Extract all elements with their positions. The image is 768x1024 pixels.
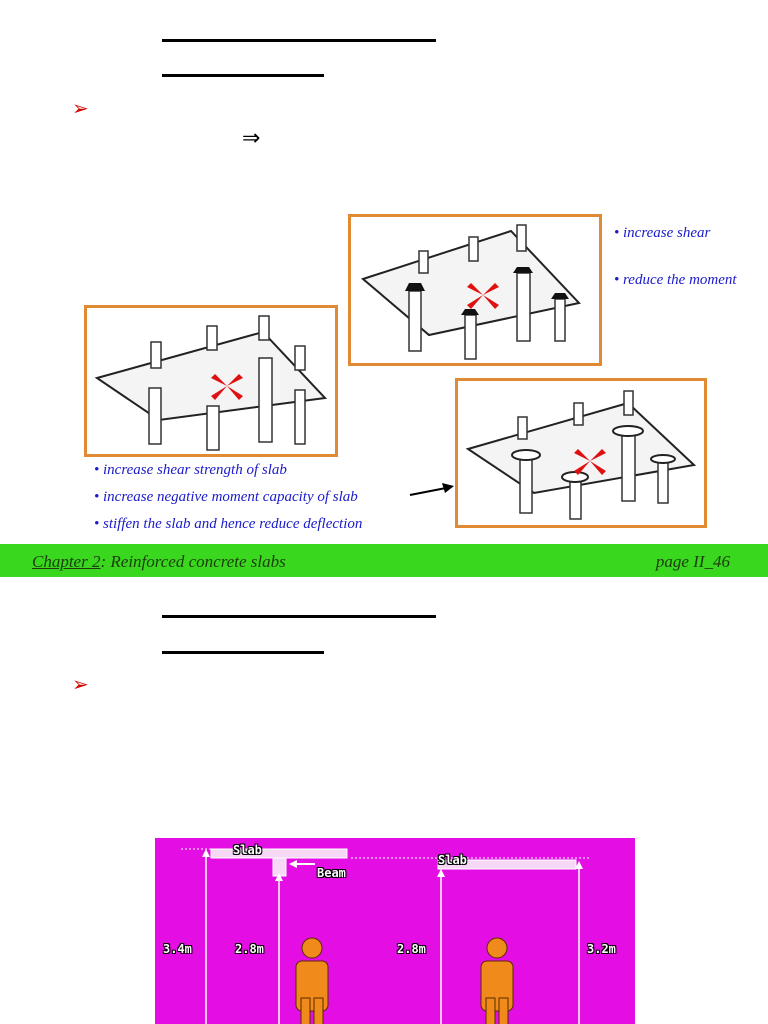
title-underline-long-2 — [162, 615, 436, 618]
person-icon — [481, 938, 513, 1024]
note-increase-shear: • increase shear — [614, 225, 711, 241]
note-reduce-moment: • reduce the moment — [614, 272, 737, 288]
label-slab-right: Slab — [438, 853, 467, 867]
title-underline-short-2 — [162, 651, 324, 654]
note-increase-negative-moment: • increase negative moment capacity of slab — [94, 489, 358, 505]
label-height-2-8-left: 2.8m — [235, 942, 264, 956]
bullet-arrow-icon: ➢ — [72, 96, 89, 120]
note-stiffen-slab: • stiffen the slab and hence reduce deflection — [94, 516, 363, 532]
footer-title: : Reinforced concrete slabs — [100, 552, 286, 571]
label-height-2-8-right: 2.8m — [397, 942, 426, 956]
footer-chapter — [32, 552, 286, 572]
label-beam: Beam — [317, 866, 346, 880]
height-comparison-diagram — [155, 838, 635, 1024]
height-comparison-drawing — [155, 838, 635, 1024]
label-height-3-4: 3.4m — [163, 942, 192, 956]
slab-drop-panel-drawing — [351, 217, 599, 363]
label-slab-left: Slab — [233, 843, 262, 857]
figure-flat-plate — [84, 305, 338, 457]
title-underline-short — [162, 74, 324, 77]
figure-column-capital — [455, 378, 707, 528]
note-increase-shear-strength: • increase shear strength of slab — [94, 462, 287, 478]
bullet-arrow-icon: ➢ — [72, 672, 89, 696]
footer-page: page II_46 — [655, 552, 730, 571]
figure-drop-panel — [348, 214, 602, 366]
label-height-3-2: 3.2m — [587, 942, 616, 956]
title-underline-long — [162, 39, 436, 42]
person-icon — [296, 938, 328, 1024]
chapter-link: Chapter 2 — [32, 552, 101, 571]
implies-symbol: ⇒ — [242, 126, 261, 151]
slide-footer — [0, 544, 768, 577]
slab-flat-plate-drawing — [87, 308, 335, 454]
pointer-arrow-icon — [408, 482, 456, 498]
slab-column-capital-drawing — [458, 381, 704, 525]
